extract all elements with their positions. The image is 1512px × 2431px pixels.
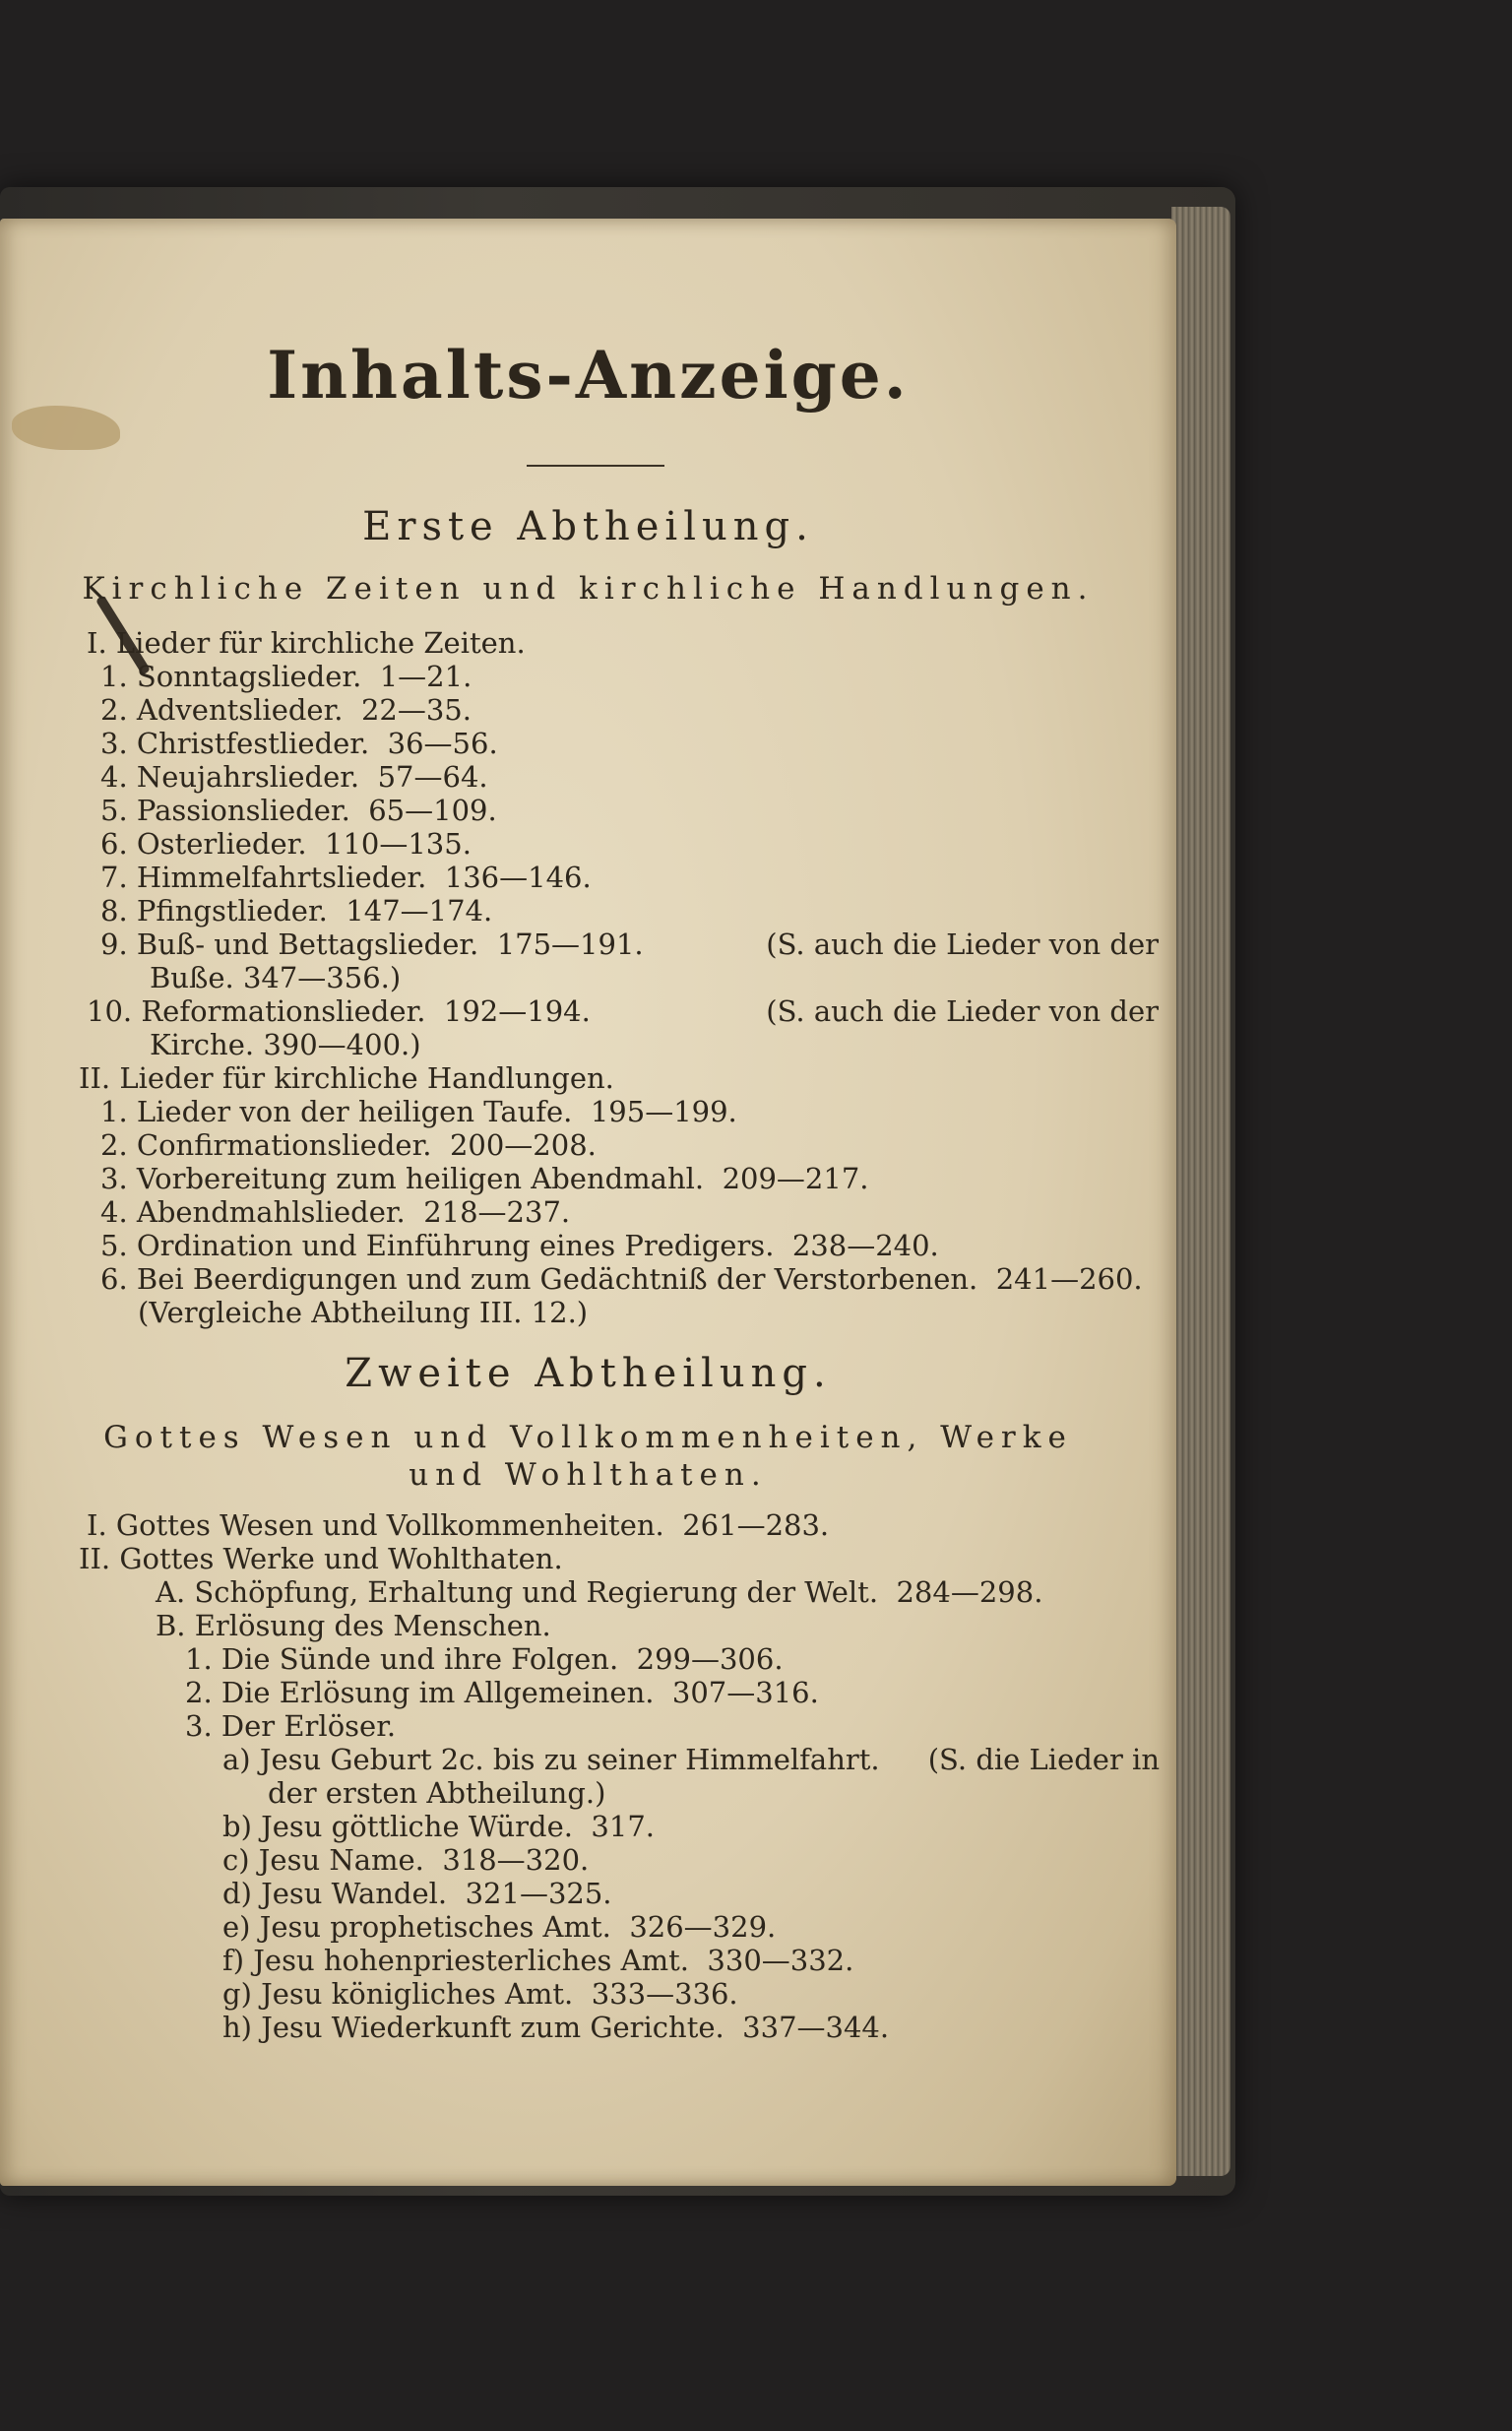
entry-number: 2. [185,1676,213,1709]
toc-entry [222,1843,589,1877]
entry-text: Christfestlieder. [136,727,370,760]
part2-subtitle-line2: und Wohlthaten. [409,1457,768,1493]
toc-entry [100,1229,939,1262]
entry-text: Jesu Wandel. [261,1877,448,1910]
group-number: II. [79,1061,111,1095]
entry-number: 6. [100,827,128,861]
toc-entry-continuation: Kirche. 390—400.) [150,1028,421,1061]
toc-entry [100,928,1159,961]
entry-text: Jesu hohenpriesterliches Amt. [253,1944,689,1977]
group-label: Lieder für kirchliche Zeiten. [115,626,526,660]
entry-text: Reformationslieder. [141,994,426,1028]
entry-text: Die Erlösung im Allgemeinen. [220,1676,655,1709]
entry-text: Bei Beerdigungen und zum Gedächtniß der Verstorbenen. [136,1262,978,1296]
entry-pages: 195—199. [590,1095,737,1128]
entry-number: 2. [100,693,128,727]
entry-number: 2. [100,1128,128,1162]
entry-number: 6. [100,1262,128,1296]
entry-text: Schöpfung, Erhaltung und Regierung der Welt. [194,1575,879,1609]
entry-number: 8. [100,894,128,928]
entry-number: 3. [100,1162,128,1195]
entry-pages: 218—237. [423,1195,571,1229]
entry-number: e) [222,1910,251,1944]
entry-text: Himmelfahrtslieder. [136,861,427,894]
entry-number: 10. [87,994,133,1028]
group-heading [87,626,526,660]
toc-entry [100,1195,570,1229]
toc-entry [100,693,472,727]
entry-text: Die Sünde und ihre Folgen. [220,1642,619,1676]
entry-pages: 307—316. [671,1676,819,1709]
toc-entry [185,1709,396,1743]
entry-number: 9. [100,928,128,961]
toc-entry [156,1609,551,1642]
entry-pages: 110—135. [325,827,472,861]
entry-pages: 318—320. [442,1843,590,1877]
toc-entry [100,861,592,894]
toc-entry [185,1642,784,1676]
toc-entry [100,760,488,794]
entry-pages: 136—146. [444,861,592,894]
entry-text: Gottes Werke und Wohlthaten. [119,1542,563,1575]
toc-entry [222,2011,889,2044]
toc-entry [222,1910,776,1944]
entry-pages: 1—21. [379,660,472,693]
entry-number: 1. [185,1642,213,1676]
toc-entry [100,1262,1143,1296]
part1-heading: Erste Abtheilung. [362,504,814,549]
group-heading [79,1061,614,1095]
entry-pages: 261—283. [682,1508,830,1542]
entry-pages: 200—208. [449,1128,597,1162]
toc-entry [222,1944,853,1977]
entry-number: c) [222,1843,250,1877]
entry-text: Der Erlöser. [220,1709,397,1743]
entry-pages: 241—260. [995,1262,1143,1296]
entry-pages: 326—329. [629,1910,777,1944]
group-label: Lieder für kirchliche Handlungen. [119,1061,614,1095]
toc-entry [222,1877,612,1910]
entry-pages: 65—109. [368,794,497,827]
toc-entry [100,727,498,760]
toc-entry [156,1575,1042,1609]
entry-pages: 321—325. [465,1877,612,1910]
entry-note: (S. die Lieder in [927,1743,1160,1776]
toc-entry-continuation: (Vergleiche Abtheilung III. 12.) [138,1296,589,1329]
entry-text: Jesu Name. [258,1843,424,1877]
book-page [0,219,1176,2186]
title-rule [527,465,664,467]
toc-entry [100,1095,737,1128]
entry-number: 4. [100,760,128,794]
entry-text: Jesu prophetisches Amt. [259,1910,611,1944]
entry-pages: 284—298. [896,1575,1043,1609]
entry-number: 5. [100,1229,128,1262]
entry-pages: 238—240. [791,1229,939,1262]
entry-pages: 333—336. [591,1977,738,2011]
toc-entry-continuation: der ersten Abtheilung.) [268,1776,606,1810]
entry-number: 5. [100,794,128,827]
entry-number: 7. [100,861,128,894]
entry-pages: 209—217. [722,1162,869,1195]
entry-number: A. [156,1575,186,1609]
entry-text: Adventslieder. [136,693,344,727]
toc-entry [100,794,497,827]
toc-entry [100,1162,869,1195]
entry-number: 3. [100,727,128,760]
entry-pages: 175—191. [496,928,644,961]
entry-text: Jesu göttliche Würde. [261,1810,573,1843]
entry-text: Abendmahlslieder. [136,1195,406,1229]
entry-text: Jesu königliches Amt. [261,1977,574,2011]
entry-text: Jesu Wiederkunft zum Gerichte. [261,2011,724,2044]
entry-number: II. [79,1542,111,1575]
entry-pages: 299—306. [636,1642,784,1676]
entry-number: I. [87,1508,107,1542]
toc-entry [222,1810,655,1843]
entry-text: Neujahrslieder. [136,760,360,794]
toc-entry-continuation: Buße. 347—356.) [150,961,402,994]
entry-note: (S. auch die Lieder von der [766,994,1159,1028]
entry-text: Ordination und Einführung eines Predigers. [136,1229,775,1262]
entry-pages: 317. [591,1810,655,1843]
toc-entry [100,827,472,861]
entry-pages: 147—174. [346,894,493,928]
part2-subtitle-line1: Gottes Wesen und Vollkommenheiten, Werke [103,1420,1073,1455]
toc-entry [185,1676,819,1709]
entry-number: a) [222,1743,251,1776]
entry-number: B. [156,1609,186,1642]
entry-text: Erlösung des Menschen. [194,1609,551,1642]
entry-text: Passionslieder. [136,794,350,827]
toc-entry [87,994,1159,1028]
part1-subtitle: Kirchliche Zeiten und kirchliche Handlungen. [82,571,1095,607]
group-number: I. [87,626,107,660]
entry-pages: 192—194. [443,994,591,1028]
part2-heading: Zweite Abtheilung. [345,1351,832,1396]
entry-pages: 22—35. [360,693,472,727]
entry-text: Pfingstlieder. [136,894,328,928]
toc-entry [100,1128,597,1162]
entry-text: Vorbereitung zum heiligen Abendmahl. [136,1162,705,1195]
toc-entry [222,1743,1160,1776]
entry-text: Osterlieder. [136,827,307,861]
toc-entry [222,1977,738,2011]
toc-entry [87,1508,829,1542]
entry-note: (S. auch die Lieder von der [766,928,1159,961]
entry-text: Buß- und Bettagslieder. [136,928,479,961]
page-content [0,219,1176,2186]
entry-pages: 36—56. [387,727,498,760]
entry-number: b) [222,1810,252,1843]
entry-number: 4. [100,1195,128,1229]
entry-text: Jesu Geburt 2c. bis zu seiner Himmelfahrt. [259,1743,880,1776]
entry-number: 1. [100,660,128,693]
entry-text: Sonntagslieder. [136,660,362,693]
entry-pages: 330—332. [707,1944,854,1977]
entry-number: 3. [185,1709,213,1743]
entry-number: g) [222,1977,252,2011]
entry-number: d) [222,1877,252,1910]
page-edges [1171,207,1230,2176]
entry-pages: 337—344. [742,2011,890,2044]
entry-text: Confirmationslieder. [136,1128,432,1162]
entry-number: 1. [100,1095,128,1128]
entry-text: Gottes Wesen und Vollkommenheiten. [115,1508,664,1542]
toc-entry [79,1542,563,1575]
toc-entry [100,894,492,928]
toc-entry [100,660,472,693]
page-title: Inhalts-Anzeige. [267,337,910,414]
entry-number: f) [222,1944,245,1977]
entry-pages: 57—64. [377,760,488,794]
entry-number: h) [222,2011,252,2044]
entry-text: Lieder von der heiligen Taufe. [136,1095,573,1128]
